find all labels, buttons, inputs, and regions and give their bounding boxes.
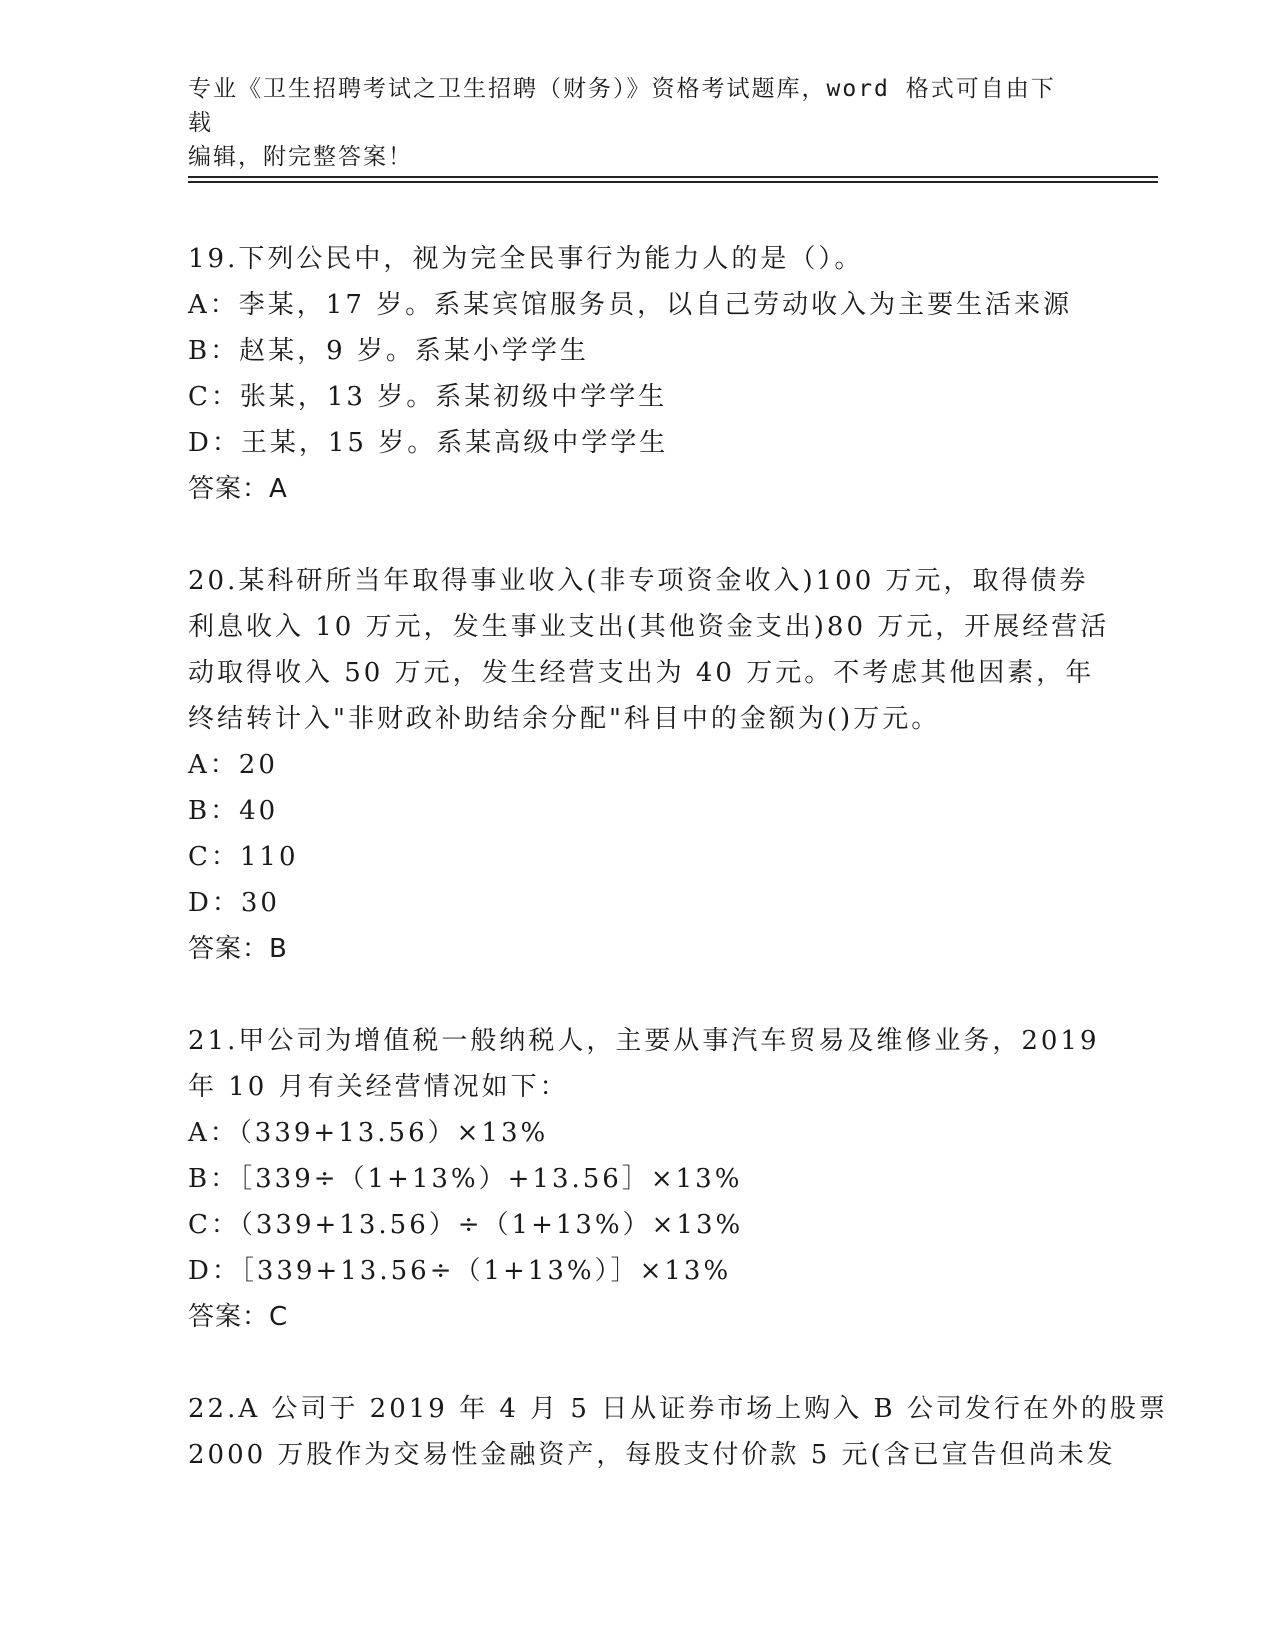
header-line-1: 专业《卫生招聘考试之卫生招聘（财务）》资格考试题库，word 格式可自由下载: [188, 76, 1056, 136]
question-list: [188, 236, 1168, 1524]
option-c: C：110: [188, 842, 299, 872]
question-stem: 2000 万股作为交易性金融资产，每股支付价款 5 元(含已宣告但尚未发: [188, 1440, 1116, 1470]
question-21: [188, 1018, 1100, 1340]
option-d: D：［339+13.56÷（1+13%）］×13%: [188, 1256, 732, 1286]
option-b: B：40: [188, 796, 279, 826]
question-stem: 20.某科研所当年取得事业收入(非专项资金收入)100 万元，取得债券: [188, 566, 1089, 596]
header-line-2: 编辑，附完整答案！: [188, 144, 413, 170]
option-b: B：［339÷（1+13%）+13.56］×13%: [188, 1164, 743, 1194]
option-a: A：20: [188, 750, 278, 780]
option-d: D：30: [188, 888, 280, 918]
question-stem: 21.甲公司为增值税一般纳税人，主要从事汽车贸易及维修业务，2019: [188, 1026, 1100, 1056]
option-c: C：（339+13.56）÷（1+13%）×13%: [188, 1210, 744, 1240]
question-stem: 19.下列公民中，视为完全民事行为能力人的是（）。: [188, 244, 864, 274]
header-divider-bottom: [188, 181, 1158, 183]
answer: 答案：A: [188, 474, 288, 504]
question-stem: 动取得收入 50 万元，发生经营支出为 40 万元。不考虑其他因素，年: [188, 658, 1095, 688]
option-a: A：李某，17 岁。系某宾馆服务员，以自己劳动收入为主要生活来源: [188, 290, 1073, 320]
option-b: B：赵某，9 岁。系某小学学生: [188, 336, 589, 366]
question-stem: 年 10 月有关经营情况如下：: [188, 1072, 569, 1102]
question-stem: 22.A 公司于 2019 年 4 月 5 日从证券市场上购入 B 公司发行在外的股票: [188, 1394, 1168, 1424]
question-stem: 利息收入 10 万元，发生事业支出(其他资金支出)80 万元，开展经营活: [188, 612, 1110, 642]
header-divider-top: [188, 176, 1158, 178]
option-d: D：王某，15 岁。系某高级中学学生: [188, 428, 669, 458]
question-stem: 终结转计入"非财政补助结余分配"科目中的金额为()万元。: [188, 704, 941, 734]
question-19: [188, 236, 1088, 512]
document-header: [188, 72, 1068, 174]
option-a: A：（339+13.56）×13%: [188, 1118, 549, 1148]
answer: 答案：B: [188, 934, 288, 964]
question-20: [188, 558, 1110, 972]
answer: 答案：C: [188, 1302, 289, 1332]
question-22: [188, 1386, 1168, 1478]
option-c: C：张某，13 岁。系某初级中学学生: [188, 382, 668, 412]
